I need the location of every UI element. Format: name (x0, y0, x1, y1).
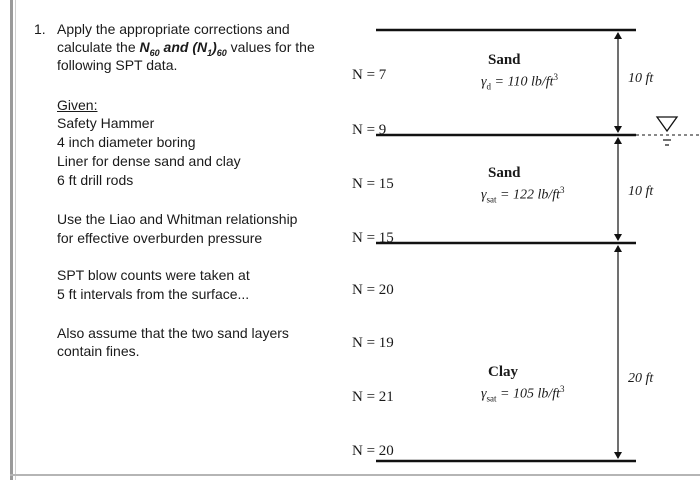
n60-term: $N_{60}$ and $(N_1)_{60}$ (139, 39, 227, 58)
layer-2-name: Sand (488, 165, 521, 181)
given-item: 6 ft drill rods (57, 172, 134, 188)
blow-count-label: N = 7 (352, 67, 387, 83)
given-item: Liner for dense sand and clay (57, 153, 241, 169)
layer-1-thickness: 10 ft (628, 71, 654, 86)
blow-count-label: N = 20 (352, 443, 394, 459)
spt-note-line-1: SPT blow counts were taken at (57, 267, 250, 283)
blow-count-label: N = 19 (352, 335, 394, 351)
question-number: 1. (34, 21, 46, 37)
blow-count-label: N = 21 (352, 389, 394, 405)
layer-2-unit-weight: $\gamma_{sat} = 122$ $lb/ft^3$ (481, 185, 565, 205)
water-table-icon (657, 117, 677, 145)
blow-count-label: N = 20 (352, 282, 394, 298)
liao-note-line-2: for effective overburden pressure (57, 230, 263, 246)
layer-3-name: Clay (488, 364, 518, 380)
question-line-1: Apply the appropriate corrections and (57, 21, 290, 37)
fines-note-line-1: Also assume that the two sand layers (57, 325, 289, 341)
question-line-3: following SPT data. (57, 57, 178, 73)
blow-count-label: N = 15 (352, 230, 394, 246)
given-item: Safety Hammer (57, 115, 155, 131)
blow-count-label: N = 15 (352, 176, 394, 192)
layer-3-unit-weight: $\gamma_{sat} = 105$ $lb/ft^3$ (481, 384, 565, 404)
layer-2-thickness: 10 ft (628, 184, 654, 199)
fines-note-line-2: contain fines. (57, 343, 140, 359)
liao-note-line-1: Use the Liao and Whitman relationship (57, 211, 298, 227)
spt-note-line-2: 5 ft intervals from the surface... (57, 286, 250, 302)
layer-3-thickness: 20 ft (628, 371, 654, 386)
question-line-2-post: values for the (226, 39, 315, 55)
given-heading: Given: (57, 97, 98, 113)
layer-1-name: Sand (488, 52, 521, 68)
question-line-2-pre: calculate the (57, 39, 140, 55)
given-item: 4 inch diameter boring (57, 134, 196, 150)
blow-count-label: N = 9 (352, 122, 387, 138)
layer-1-unit-weight: $\gamma_d = 110$ $lb/ft^3$ (481, 72, 558, 92)
